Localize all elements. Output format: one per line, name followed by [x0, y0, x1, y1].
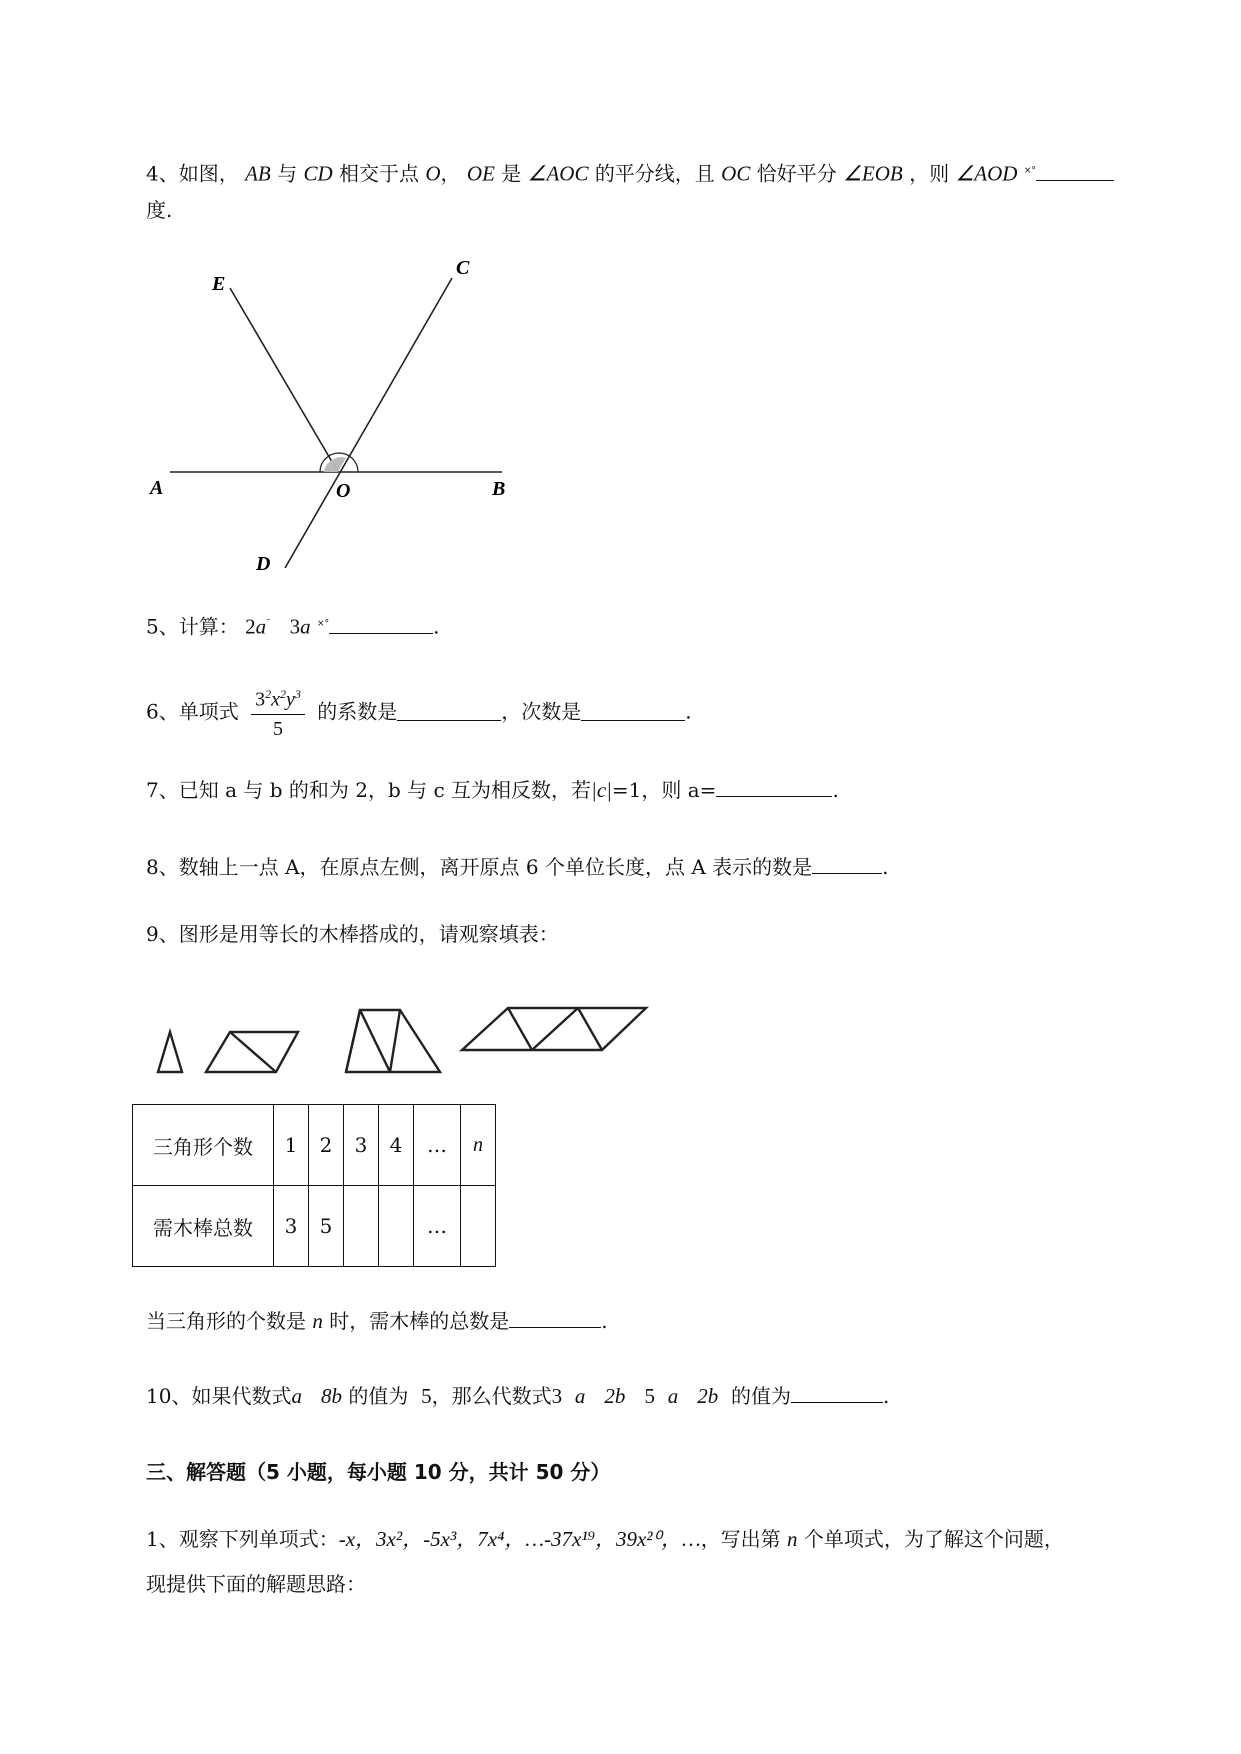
q10-8b: 8b — [321, 1384, 343, 1408]
question-4-line1 — [146, 157, 1114, 188]
table-cell: 4 — [379, 1105, 414, 1186]
q4-t2: 相交于点 — [339, 161, 420, 186]
q6-coefficient-blank[interactable] — [397, 702, 501, 721]
table-cell: n — [461, 1105, 496, 1186]
table-input-cell[interactable] — [379, 1186, 414, 1267]
q6-prefix: 6、单项式 — [146, 699, 239, 724]
problem-1-line1 — [146, 1525, 1064, 1553]
table-cell: 3 — [344, 1105, 379, 1186]
q8-text: 8、数轴上一点 A，在原点左侧，离开原点 6 个单位长度，点 A 表示的数是 — [146, 855, 813, 879]
q10-var-a3: a — [667, 1384, 679, 1408]
q5-answer-blank[interactable] — [329, 615, 433, 634]
table-cell: 5 — [309, 1186, 344, 1267]
line-oe — [230, 288, 338, 472]
question-9-followup — [146, 1307, 608, 1335]
q7-abs-c: |c| — [591, 778, 612, 802]
section-3-title: 三、解答题（5 小题，每小题 10 分，共计 50 分） — [146, 1460, 611, 1484]
q4-oe: OE — [466, 161, 495, 186]
q5-end: . — [433, 614, 440, 639]
q5-var-a2: a — [300, 614, 311, 639]
label-a: A — [150, 477, 164, 499]
q6-denominator: 5 — [272, 717, 283, 740]
label-o: O — [336, 480, 351, 502]
q4-suffix: 度. — [146, 198, 173, 222]
q5-tilde: ˜ — [266, 619, 271, 629]
question-8 — [146, 853, 888, 881]
q4-angle-aoc: ∠AOC — [527, 161, 589, 186]
stick-figures — [150, 1000, 670, 1100]
figure-4-triangles — [462, 1008, 646, 1050]
figure-3-triangles — [346, 1010, 440, 1072]
q4-t7: ，则 — [909, 161, 950, 186]
label-d: D — [256, 553, 271, 570]
p1-mid: ，写出第 — [700, 1527, 781, 1551]
question-9 — [146, 920, 559, 948]
q10-t2: ，那么代数式 — [431, 1384, 552, 1408]
table-row2-label: 需木棒总数 — [133, 1186, 274, 1267]
q4-t5: 的平分线，且 — [594, 161, 715, 186]
q6-t2: ，次数是 — [501, 699, 582, 724]
q10-end: . — [883, 1384, 890, 1408]
table-cell: 1 — [274, 1105, 309, 1186]
q4-t4: 是 — [501, 161, 522, 186]
q6-degree-blank[interactable] — [581, 702, 685, 721]
table-cell: 3 — [274, 1186, 309, 1267]
figure-2-triangles — [206, 1032, 298, 1072]
q4-eq-mark: ×° — [1023, 166, 1036, 176]
q5-coef-3: 3 — [289, 614, 301, 639]
q10-value: 5 — [421, 1384, 432, 1408]
q7-answer-blank[interactable] — [716, 778, 832, 797]
q10-prefix: 10、如果代数式 — [146, 1384, 292, 1408]
table-cell: … — [414, 1105, 461, 1186]
table-input-cell[interactable] — [344, 1186, 379, 1267]
q9b-n: n — [312, 1309, 323, 1333]
q10-t1: 的值为 — [348, 1384, 409, 1408]
q6-numerator: $3^2x^2y^3$ — [251, 680, 305, 715]
q4-answer-blank[interactable] — [1036, 162, 1114, 181]
q9b-answer-blank[interactable] — [509, 1309, 601, 1328]
q10-t3: 的值为 — [731, 1384, 791, 1408]
q4-t1: 与 — [277, 161, 298, 186]
q5-coef-2: 2 — [245, 614, 256, 639]
q6-fraction — [251, 680, 305, 743]
angle-figure — [140, 250, 540, 570]
q7-prefix: 7、已知 a 与 b 的和为 2，b 与 c 互为相反数，若 — [146, 778, 592, 802]
p1-suffix: 个单项式，为了解这个问题， — [803, 1527, 1064, 1551]
q6-end: . — [685, 699, 692, 724]
p1-prefix: 1、观察下列单项式： — [146, 1527, 339, 1551]
q6-t1: 的系数是 — [317, 699, 398, 724]
p1-line2: 现提供下面的解题思路： — [146, 1572, 366, 1596]
question-5 — [146, 610, 439, 641]
q5-var-a: a — [255, 614, 267, 639]
fill-table — [132, 1104, 496, 1267]
question-6 — [146, 680, 692, 743]
q10-coef-5: 5 — [644, 1384, 655, 1408]
q9b-prefix: 当三角形的个数是 — [146, 1309, 306, 1333]
q10-answer-blank[interactable] — [791, 1384, 883, 1403]
p1-n: n — [787, 1527, 798, 1551]
q4-t3: ， — [440, 161, 461, 186]
figure-1-triangle — [158, 1032, 182, 1072]
q5-prefix: 5、计算： — [146, 614, 239, 639]
label-e: E — [212, 273, 226, 295]
table-cell: … — [414, 1186, 461, 1267]
q4-angle-eob: ∠EOB — [843, 161, 903, 186]
q9b-end: . — [601, 1309, 608, 1333]
question-10 — [146, 1382, 889, 1410]
q4-ab: AB — [245, 161, 271, 186]
table-cell: 2 — [309, 1105, 344, 1186]
table-row-sticks — [133, 1186, 496, 1267]
q8-end: . — [882, 855, 889, 879]
q10-var-a: a — [291, 1384, 302, 1408]
q4-angle-aod: ∠AOD — [955, 161, 1018, 186]
q9b-mid: 时，需木棒的总数是 — [329, 1309, 510, 1333]
q10-coef-3: 3 — [551, 1384, 563, 1408]
q4-cd: CD — [303, 161, 333, 186]
q10-2b: 2b — [604, 1384, 626, 1408]
q7-mid: =1，则 a= — [611, 778, 717, 802]
q5-eq-mark: ×° — [317, 619, 330, 629]
label-b: B — [492, 478, 506, 500]
q10-2b-2: 2b — [697, 1384, 719, 1408]
q7-end: . — [832, 778, 839, 802]
q4-t6: 恰好平分 — [756, 161, 837, 186]
table-row1-label: 三角形个数 — [133, 1105, 274, 1186]
q4-prefix: 4、如图， — [146, 161, 239, 186]
q10-var-a2: a — [574, 1384, 586, 1408]
table-row-triangles — [133, 1105, 496, 1186]
q8-answer-blank[interactable] — [812, 855, 882, 874]
q9-text: 9、图形是用等长的木棒搭成的，请观察填表： — [146, 922, 559, 946]
question-7 — [146, 776, 839, 804]
q4-oc: OC — [721, 161, 751, 186]
p1-terms: -x，3x²，-5x³，7x⁴，…-37x¹⁹，39x²⁰，… — [338, 1527, 701, 1551]
q4-o: O — [425, 161, 441, 186]
question-4-line2 — [146, 196, 172, 224]
label-c: C — [456, 257, 470, 279]
table-input-cell[interactable] — [461, 1186, 496, 1267]
problem-1-line2 — [146, 1570, 366, 1598]
